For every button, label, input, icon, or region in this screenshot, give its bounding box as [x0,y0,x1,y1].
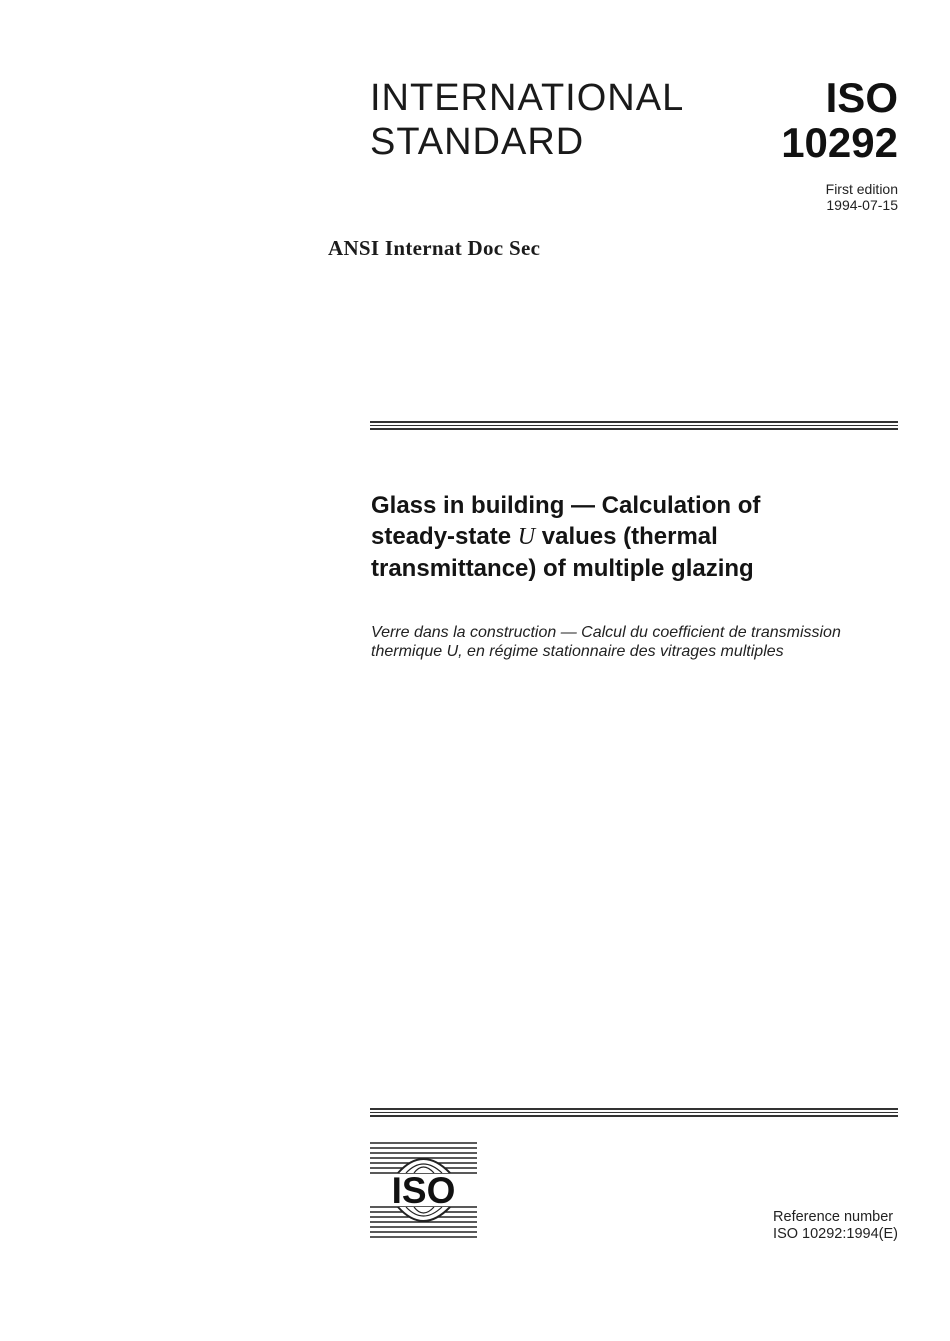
edition-label: First edition [825,181,898,197]
subtitle-line-1: Verre dans la construction — Calcul du coefficient de transmission [371,624,841,641]
iso-logo-icon [370,1137,477,1241]
reference-block [773,1209,898,1243]
title-line-2 [371,521,891,553]
subtitle-line-2: thermique U, en régime stationnaire des vitrages multiples [371,643,784,660]
document-type-line-1: INTERNATIONAL [370,77,685,119]
french-subtitle [371,623,891,661]
bottom-rule [370,1108,898,1118]
title-line-3: transmittance) of multiple glazing [371,555,754,582]
top-rule [370,421,898,431]
title-u-variable: U [517,524,536,550]
edition-date: 1994-07-15 [826,197,898,213]
reference-label: Reference number [773,1209,894,1225]
iso-label: ISO [825,74,898,121]
title-line-1: Glass in building — Calculation of [371,492,761,519]
iso-logo [370,1137,477,1241]
document-type-line-2: STANDARD [370,121,585,163]
iso-logo-text: ISO [391,1170,456,1211]
title-line-2-end: values (thermal [535,523,718,550]
document-title [371,490,891,584]
title-line-2-start: steady-state [371,523,518,550]
ansi-stamp: ANSI Internat Doc Sec [328,236,541,260]
standard-number: 10292 [781,119,898,166]
reference-number: ISO 10292:1994(E) [773,1226,898,1242]
